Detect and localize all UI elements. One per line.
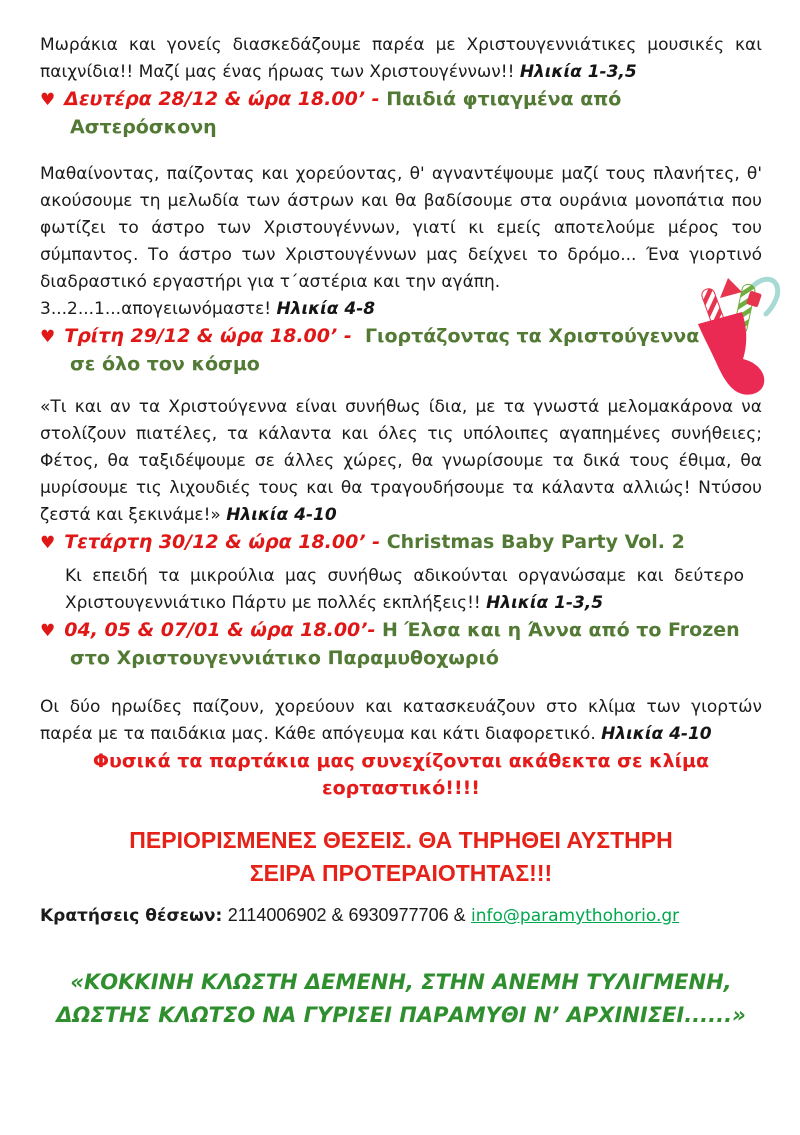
intro-age-label: Ηλικία 1-3,5 <box>519 62 637 82</box>
event-title-1: Παιδιά φτιαγμένα από Αστερόσκονη <box>70 88 622 138</box>
christmas-stocking-icon <box>682 272 790 397</box>
event-date-1: Δευτέρα 28/12 & ώρα 18.00’ - <box>64 88 380 110</box>
event-heading-1 <box>40 86 762 141</box>
event-age-4: Ηλικία 4-10 <box>601 724 712 744</box>
event-heading-4 <box>40 617 762 672</box>
event-date-3: Τετάρτη 30/12 & ώρα 18.00’ - <box>64 531 381 553</box>
email-link[interactable]: info@paramythohorio.gr <box>471 906 680 926</box>
reservations-label: Κρατήσεις θέσεων: <box>40 906 223 926</box>
event-age-2: Ηλικία 4-10 <box>226 505 337 525</box>
event-title-3: Christmas Baby Party Vol. 2 <box>386 531 685 553</box>
event-heading-2 <box>40 323 718 378</box>
limited-seats-notice: ΠΕΡΙΟΡΙΣΜΕΝΕΣ ΘΕΣΕΙΣ. ΘΑ ΤΗΡΗΘΕΙ ΑΥΣΤΗΡΗ ΣΕΙΡΑ ΠΡΟΤΕΡΑΙΟΤΗΤΑΣ!!! <box>129 827 673 886</box>
event-title-2: Γιορτάζοντας τα Χριστούγεννα σε όλο τον κόσμο <box>70 325 700 375</box>
heart-icon: ♥ <box>40 90 56 110</box>
event-title-4: Η Έλσα και η Άννα από το Frozen στο Χριστουγεννιάτικο Παραμυθοχωριό <box>70 619 740 669</box>
phone-numbers: 2114006902 & 6930977706 & <box>227 905 466 925</box>
intro-text: Μωράκια και γονείς διασκεδάζουμε παρέα με Χριστουγεννιάτικες μουσικές και παιχνίδια!! Μαζί μας ένας ήρωας των Χριστουγέννων!! <box>40 35 762 82</box>
event-date-4: 04, 05 & 07/01 & ώρα 18.00’- <box>64 619 376 641</box>
event-age-1: Ηλικία 4-8 <box>276 299 376 319</box>
event-description-2-text: «Τι και αν τα Χριστούγεννα είναι συνήθως ίδια, με τα γνωστά μελομακάρονα να στολίζουν πιατέλες, τα κάλαντα και όλες τις υπόλοιπες αγαπημένες συνήθειες; Φέτος, θα ταξιδέψουμε σε άλλες χώρες, θα γνωρίσουμε τα δικά τους έθιμα, θα μυρίσουμε τις λιχουδιές τους και θα τραγουδήσουμε τα κάλαντα αλλιώς! Ντύσου ζεστά και ξεκινάμε!» <box>40 397 762 525</box>
closing-quote: «ΚΟΚΚΙΝΗ ΚΛΩΣΤΗ ΔΕΜΕΝΗ, ΣΤΗΝ ΑΝΕΜΗ ΤΥΛΙΓΜΕΝΗ, ΔΩΣΤΗΣ ΚΛΩΤΣΟ ΝΑ ΓΥΡΙΣΕΙ ΠΑΡΑΜΥΘΙ Ν’ ΑΡΧΙΝΙΣΕΙ......» <box>56 970 746 1027</box>
countdown-text: 3...2...1...απογειωνόμαστε! <box>40 299 272 319</box>
party-note: Φυσικά τα παρτάκια μας συνεχίζονται ακάθεκτα σε κλίμα εορταστικό!!!! <box>92 750 710 799</box>
event-description-4-text: Οι δύο ηρωίδες παίζουν, χορεύουν και κατασκευάζουν στο κλίμα των γιορτών παρέα με τα παιδάκια μας. Κάθε απόγευμα και κάτι διαφορετικό. <box>40 697 762 744</box>
event-description-4 <box>40 694 762 748</box>
heart-icon: ♥ <box>40 533 56 553</box>
event-description-1: Μαθαίνοντας, παίζοντας και χορεύοντας, θ' αγναντέψουμε μαζί τους πλανήτες, θ' ακούσουμε τη μελωδία των άστρων και θα βαδίσουμε στα ουράνια μονοπάτια που φωτίζει το άστρο των Χριστουγέννων, γιατί κι εμείς αποτελούμε μέρος του σύμπαντος. Το άστρο των Χριστουγέννων μας δείχνει το δρόμο... Ένα γιορτινό διαδραστικό εργαστήρι για τ΄αστέρια και την αγάπη. <box>40 164 762 292</box>
event-age-3: Ηλικία 1-3,5 <box>486 593 604 613</box>
event-date-2: Τρίτη 29/12 & ώρα 18.00’ - <box>64 325 352 347</box>
intro-paragraph <box>40 32 762 86</box>
event-description-3 <box>40 563 762 617</box>
event-countdown-line <box>40 296 762 323</box>
heart-icon: ♥ <box>40 327 56 347</box>
event-description-2 <box>40 394 762 529</box>
event-description-3-text: Κι επειδή τα μικρούλια μας συνήθως αδικούνται οργανώσαμε και δεύτερο Χριστουγεννιάτικο Πάρτυ με πολλές εκπλήξεις!! <box>65 566 744 613</box>
heart-icon: ♥ <box>40 621 56 641</box>
event-heading-3 <box>40 529 762 557</box>
reservations-line <box>40 902 762 930</box>
